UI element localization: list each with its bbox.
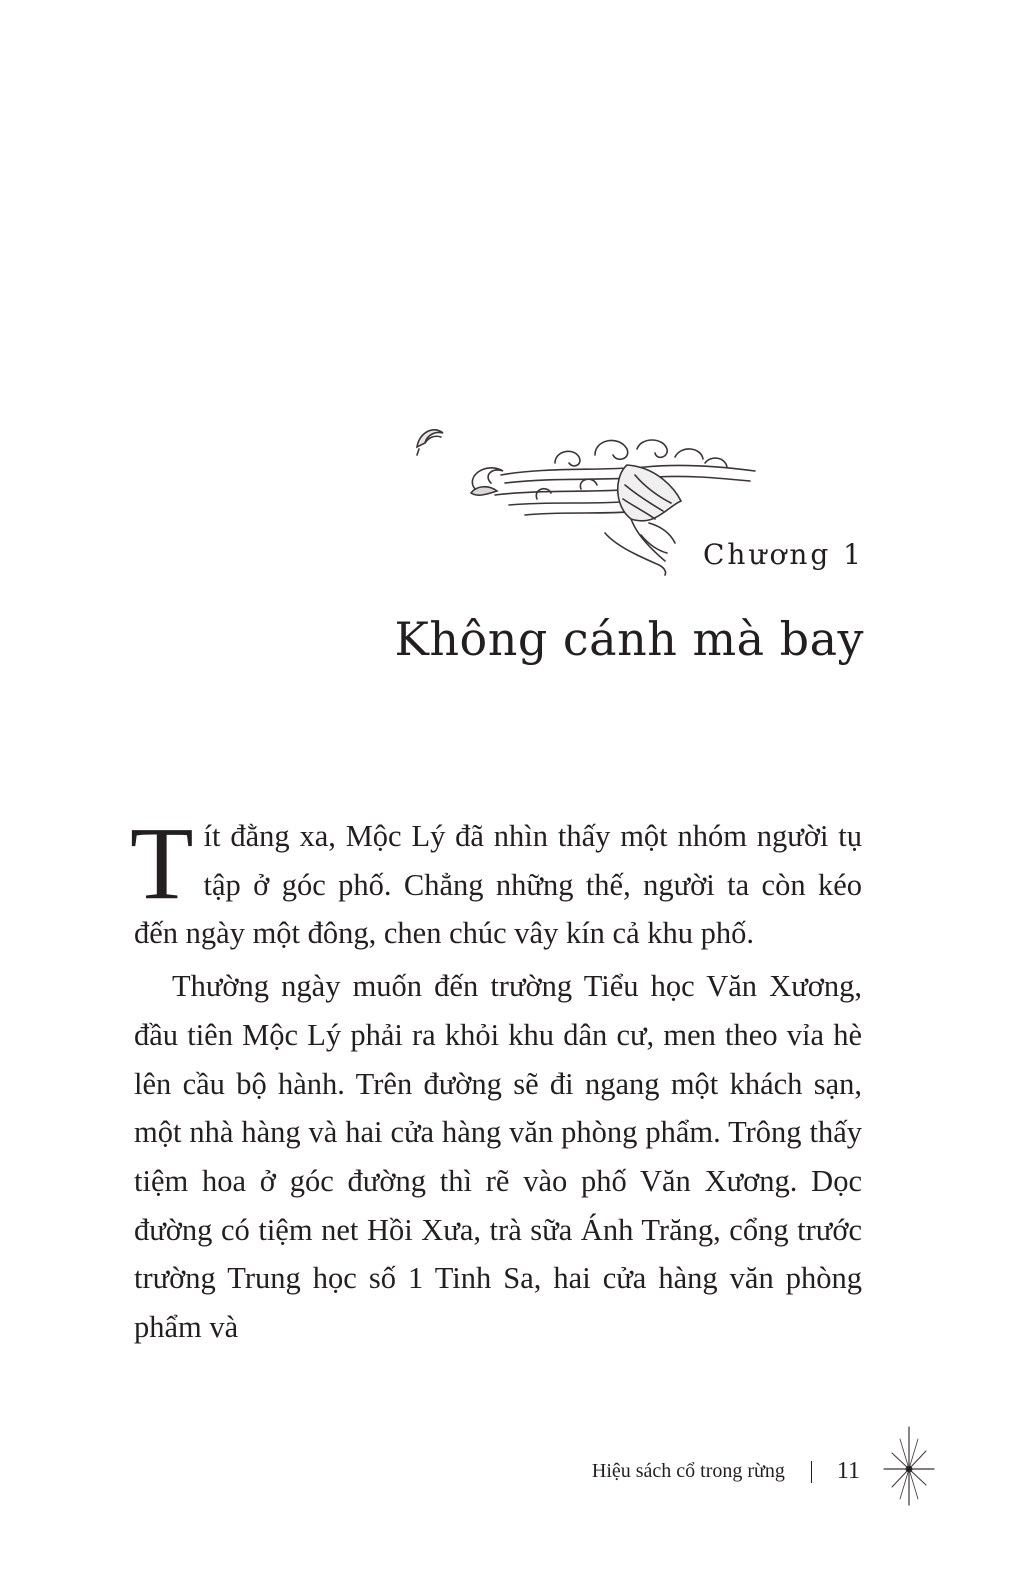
paragraph-1 (130, 806, 862, 958)
chapter-title: Không cánh mà bay (394, 612, 864, 666)
paragraph-2: Thường ngày muốn đến trường Tiểu học Văn Xương, đầu tiên Mộc Lý phải ra khỏi khu dân cư, men theo vỉa hè lên cầu bộ hành. Trên đường sẽ đi ngang một khách sạn, một nhà hàng và hai cửa hàng văn phòng phẩm. Trông thấy tiệm hoa ở góc đường thì rẽ vào phố Văn Xương. Dọc đường có tiệm net Hồi Xưa, trà sữa Ánh Trăng, cổng trước trường Trung học số 1 Tinh Sa, hai cửa hàng văn phòng phẩm và (134, 969, 862, 1345)
footer-divider (811, 1461, 812, 1483)
star-burst-icon (880, 1425, 938, 1507)
running-title: Hiệu sách cổ trong rừng (591, 1460, 785, 1482)
body-text (130, 806, 862, 1352)
page-footer (592, 1458, 860, 1485)
chapter-label: Chương 1 (702, 538, 864, 571)
paragraph-1-text: ít đằng xa, Mộc Lý đã nhìn thấy một nhóm người tụ tập ở góc phố. Chẳng những thế, người ta còn kéo đến ngày một đông, chen chúc vây kín cả khu phố. (134, 819, 862, 951)
page-number: 11 (836, 1458, 860, 1484)
drop-cap: T (130, 806, 194, 921)
